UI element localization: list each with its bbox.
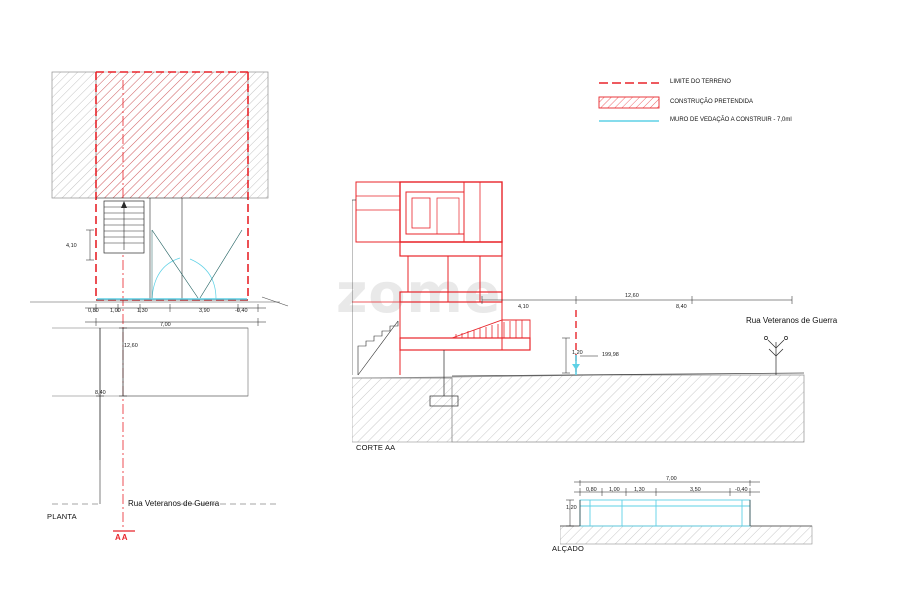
alcado-dim-label-3-50: 3,50 — [690, 487, 701, 493]
planta-section-marker-line — [113, 529, 135, 533]
corte-building-outline — [352, 182, 530, 375]
alcado-dim-label-1-30: 1,30 — [634, 487, 645, 493]
corte-exterior-stairs — [352, 200, 398, 375]
planta-section-marker-aa: AA — [115, 533, 129, 542]
planta-neighbour-left — [52, 72, 96, 198]
corte-muro-vedacao — [572, 355, 598, 375]
planta-gate-line-1 — [152, 230, 198, 298]
alcado-dim-label-1-00: 1,00 — [609, 487, 620, 493]
corte-aa-drawing — [352, 170, 812, 455]
planta-road-block — [123, 328, 248, 396]
alcado-dim-label-1-20: 1,20 — [566, 505, 577, 511]
corte-ground-left — [352, 378, 452, 442]
alcado-title: ALÇADO — [552, 544, 585, 553]
planta-dim-label-12-60: 12,60 — [124, 343, 138, 349]
alcado-muro-elevation — [580, 500, 750, 526]
alcado-dim-120 — [566, 500, 574, 526]
corte-dim-label-8-40: 8,40 — [676, 304, 687, 310]
planta-door-swing-1 — [152, 258, 180, 299]
alcado-dim-label-7-00: 7,00 — [666, 476, 677, 482]
corte-dim-120 — [562, 338, 570, 373]
planta-dim-label-8-40: 8,40 — [95, 390, 106, 396]
planta-construcao-pretendida — [96, 72, 248, 198]
planta-dim-label-3-90: 3,90 — [199, 308, 210, 314]
corte-dim-label-12-60: 12,60 — [625, 293, 639, 299]
corte-tree-icon — [764, 336, 787, 375]
planta-dim-1260 — [119, 328, 127, 396]
planta-dim-label-0-80: 0,80 — [88, 308, 99, 314]
watermark: zome — [336, 262, 502, 325]
corte-dim-label-199-98: 199,98 — [602, 352, 619, 358]
planta-dim-label-1-00: 1,00 — [110, 308, 121, 314]
planta-street-edge-2 — [262, 297, 288, 306]
planta-dim-label-7-00: 7,00 — [160, 322, 171, 328]
construcao-pretendida-swatch — [598, 96, 660, 109]
planta-dim-410 — [86, 230, 94, 260]
corte-title: CORTE AA — [356, 443, 396, 452]
legend-label-construcao-pretendida: CONSTRUÇÃO PRETENDIDA — [670, 99, 754, 105]
planta-dim-label-1-30: 1,30 — [137, 308, 148, 314]
planta-dim-label-0-40: -0,40 — [235, 308, 248, 314]
alcado-dim-chain — [574, 480, 760, 496]
corte-dim-label-4-10: 4,10 — [518, 304, 529, 310]
planta-gate-line-2 — [200, 230, 242, 298]
corte-stair-red — [452, 320, 530, 338]
legend-item-muro-vedacao — [598, 116, 792, 126]
alcado-dim-label-0-40: -0,40 — [735, 487, 748, 493]
planta-street-label: Rua Veteranos de Guerra — [128, 499, 220, 508]
alcado-ground — [560, 526, 812, 544]
planta-title: PLANTA — [47, 512, 77, 521]
legend-item-construcao-pretendida — [598, 96, 754, 109]
legend-label-muro-vedacao: MURO DE VEDAÇÃO A CONSTRUIR - 7,0ml — [670, 117, 792, 123]
limite-terreno-swatch — [598, 78, 660, 88]
planta-stairs — [104, 201, 144, 253]
corte-street-label: Rua Veteranos de Guerra — [746, 316, 838, 325]
planta-dim-label-4-10: 4,10 — [66, 243, 77, 249]
alcado-dim-label-0-80: 0,80 — [586, 487, 597, 493]
muro-vedacao-swatch — [598, 116, 660, 126]
planta-drawing — [30, 60, 310, 530]
legend-item-limite-terreno — [598, 78, 731, 88]
corte-dim-label-1-20: 1,20 — [572, 350, 583, 356]
planta-neighbour-right — [248, 72, 268, 198]
legend-label-limite-terreno: LIMITE DO TERRENO — [670, 79, 731, 85]
